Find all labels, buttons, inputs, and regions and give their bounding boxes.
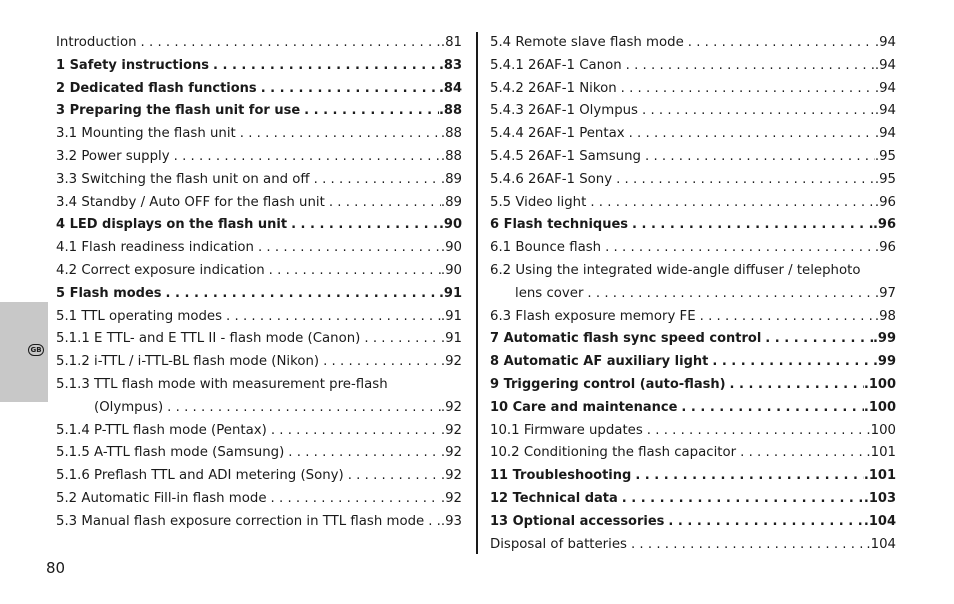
- toc-entry-title: lens cover: [515, 285, 584, 301]
- toc-leader-dots: [632, 214, 873, 237]
- toc-leader-dots: [730, 374, 864, 397]
- toc-entry-title: 5.4.1 26AF-1 Canon: [490, 57, 622, 73]
- toc-entry-title: 9 Triggering control (auto-flash): [490, 376, 726, 392]
- toc-entry-title: 5.4.4 26AF-1 Pentax: [490, 126, 625, 142]
- toc-entry-title: 5.5 Video light: [490, 194, 587, 210]
- toc-entry[interactable]: [56, 306, 462, 329]
- toc-entry-page: .92: [440, 399, 462, 415]
- toc-entry-page: .99: [872, 331, 896, 347]
- toc-leader-dots: [240, 123, 441, 146]
- toc-entry-title: 2 Dedicated flash functions: [56, 80, 257, 96]
- toc-entry-page: .83: [438, 57, 462, 73]
- toc-entry-page: .100: [863, 376, 896, 392]
- toc-entry[interactable]: [56, 374, 462, 397]
- toc-entry-title: 5.1.1 E TTL- and E TTL II - flash mode (Canon): [56, 331, 361, 347]
- toc-entry[interactable]: [490, 123, 896, 146]
- toc-leader-dots: [288, 442, 441, 465]
- toc-entry-page: .100: [863, 399, 896, 415]
- toc-entry[interactable]: [56, 511, 462, 534]
- toc-entry-page: .89: [440, 171, 462, 187]
- toc-entry[interactable]: [490, 488, 896, 511]
- toc-leader-dots: [629, 123, 875, 146]
- toc-leader-dots: [348, 465, 441, 488]
- toc-entry-page: .91: [438, 285, 462, 301]
- toc-entry-page: .92: [440, 445, 462, 461]
- toc-entry[interactable]: [490, 306, 896, 329]
- toc-entry-title: 5.1.2 i-TTL / i-TTL-BL flash mode (Nikon): [56, 354, 320, 370]
- toc-entry-page: .81: [440, 35, 462, 50]
- toc-entry[interactable]: [56, 55, 462, 78]
- toc-entry[interactable]: [56, 283, 462, 306]
- toc-entry-title: 6 Flash techniques: [490, 217, 629, 233]
- toc-entry[interactable]: [490, 511, 896, 534]
- column-divider: [476, 32, 478, 554]
- toc-entry-title: 10.2 Conditioning the flash capacitor: [490, 445, 737, 461]
- toc-entry-title: 6.3 Flash exposure memory FE: [490, 308, 696, 324]
- toc-entry[interactable]: [56, 465, 462, 488]
- toc-entry-title: 10.1 Firmware updates: [490, 422, 643, 438]
- toc-entry-page: .89: [440, 194, 462, 210]
- toc-leader-dots: [291, 214, 439, 237]
- toc-entry-title: 4 LED displays on the flash unit: [56, 217, 288, 233]
- toc-entry-page: .100: [866, 422, 896, 438]
- toc-entry-page: .88: [440, 148, 462, 164]
- toc-entry-title: Disposal of batteries: [490, 536, 627, 552]
- toc-entry[interactable]: [490, 328, 896, 351]
- toc-entry[interactable]: [490, 260, 896, 283]
- toc-entry[interactable]: [490, 78, 896, 101]
- toc-entry-title: 8 Automatic AF auxiliary light: [490, 354, 709, 370]
- toc-entry-title: 5.4.2 26AF-1 Nikon: [490, 80, 617, 96]
- toc-entry[interactable]: [490, 55, 896, 78]
- toc-entry[interactable]: [56, 351, 462, 374]
- toc-leader-dots: [269, 260, 441, 283]
- toc-entry-title: 5.4 Remote slave flash mode: [490, 35, 684, 50]
- toc-entry-page: .97: [874, 285, 896, 301]
- toc-leader-dots: [626, 55, 875, 78]
- toc-entry[interactable]: [490, 397, 896, 420]
- toc-leader-dots: [314, 169, 441, 192]
- toc-entry[interactable]: [56, 328, 462, 351]
- toc-leader-dots: [700, 306, 875, 329]
- toc-entry-title: 12 Technical data: [490, 490, 618, 506]
- toc-entry-title: 5.4.6 26AF-1 Sony: [490, 171, 613, 187]
- toc-entry-title: 3.3 Switching the flash unit on and off: [56, 171, 310, 187]
- toc-entry[interactable]: [56, 488, 462, 511]
- toc-leader-dots: [428, 511, 441, 534]
- toc-entry-page: .101: [863, 468, 896, 484]
- toc-entry[interactable]: [490, 283, 896, 306]
- toc-entry-title: 5.1.4 P-TTL flash mode (Pentax): [56, 422, 267, 438]
- toc-entry[interactable]: [490, 534, 896, 557]
- toc-entry-page: .94: [874, 126, 896, 142]
- toc-leader-dots: [712, 351, 873, 374]
- toc-entry[interactable]: [56, 260, 462, 283]
- toc-entry[interactable]: [56, 123, 462, 146]
- toc-entry-page: .84: [438, 80, 462, 96]
- toc-entry[interactable]: [490, 192, 896, 215]
- toc-leader-dots: [213, 55, 439, 78]
- toc-entry[interactable]: [56, 420, 462, 443]
- toc-entry[interactable]: [56, 397, 462, 420]
- toc-leader-dots: [271, 488, 441, 511]
- toc-entry[interactable]: [490, 351, 896, 374]
- toc-entry-title: 3.4 Standby / Auto OFF for the flash unit: [56, 194, 325, 210]
- toc-entry-title: 10 Care and maintenance: [490, 399, 678, 415]
- page-number: 80: [46, 559, 66, 577]
- toc-leader-dots: [590, 192, 875, 215]
- toc-leader-dots: [587, 283, 874, 306]
- toc-leader-dots: [621, 78, 875, 101]
- toc-leader-dots: [226, 306, 441, 329]
- toc-entry-page: .88: [438, 103, 462, 119]
- toc-leader-dots: [765, 328, 873, 351]
- toc-entry-title: 5.4.3 26AF-1 Olympus: [490, 103, 638, 119]
- toc-entry-page: .90: [438, 217, 462, 233]
- toc-entry-title: 3 Preparing the flash unit for use: [56, 103, 301, 119]
- toc-entry[interactable]: [490, 374, 896, 397]
- toc-entry[interactable]: [56, 146, 462, 169]
- toc-entry-title: 5.1.3 TTL flash mode with measurement pre-flash: [56, 376, 388, 392]
- toc-entry-title: 5 Flash modes: [56, 285, 162, 301]
- toc-entry-page: .104: [866, 536, 896, 552]
- toc-entry-page: .92: [440, 490, 462, 506]
- toc-leader-dots: [271, 420, 441, 443]
- toc-leader-dots: [261, 78, 439, 101]
- toc-entry-page: .93: [440, 513, 462, 529]
- toc-right-column: [490, 32, 896, 556]
- toc-entry-page: .92: [440, 468, 462, 484]
- toc-leader-dots: [323, 351, 441, 374]
- toc-leader-dots: [645, 146, 875, 169]
- toc-entry-title: 13 Optional accessories: [490, 513, 665, 529]
- toc-entry-page: .94: [874, 103, 896, 119]
- toc-entry-page: .91: [440, 331, 462, 347]
- toc-entry-title: 7 Automatic flash sync speed control: [490, 331, 762, 347]
- toc-leader-dots: [364, 328, 440, 351]
- toc-entry-title: 4.1 Flash readiness indication: [56, 240, 254, 256]
- toc-entry-page: .91: [440, 308, 462, 324]
- toc-leader-dots: [141, 32, 441, 55]
- toc-entry-page: .92: [440, 354, 462, 370]
- toc-entry-title: 5.3 Manual flash exposure correction in TTL flash mode: [56, 513, 425, 529]
- toc-entry[interactable]: [490, 32, 896, 55]
- toc-entry-title: 5.2 Automatic Fill-in flash mode: [56, 490, 267, 506]
- toc-entry-page: .94: [874, 80, 896, 96]
- toc-entry-title: Introduction: [56, 35, 137, 50]
- toc-entry-title: (Olympus): [94, 399, 164, 415]
- toc-entry-title: 5.4.5 26AF-1 Samsung: [490, 148, 641, 164]
- toc-leader-dots: [740, 442, 866, 465]
- toc-entry-page: .94: [874, 35, 896, 50]
- toc-entry-title: 3.2 Power supply: [56, 148, 170, 164]
- toc-entry-title: 4.2 Correct exposure indication: [56, 262, 265, 278]
- toc-entry-page: .94: [874, 57, 896, 73]
- toc-entry-page: .96: [874, 240, 896, 256]
- toc-entry-page: .104: [863, 513, 896, 529]
- toc-leader-dots: [605, 237, 875, 260]
- toc-leader-dots: [174, 146, 441, 169]
- toc-leader-dots: [635, 465, 864, 488]
- toc-entry[interactable]: [490, 100, 896, 123]
- toc-entry[interactable]: [490, 442, 896, 465]
- toc-entry[interactable]: [490, 420, 896, 443]
- toc-leader-dots: [668, 511, 864, 534]
- toc-entry-page: .103: [863, 490, 896, 506]
- toc-leader-dots: [647, 420, 867, 443]
- toc-entry[interactable]: [490, 465, 896, 488]
- toc-leader-dots: [258, 237, 441, 260]
- toc-entry-page: .95: [874, 148, 896, 164]
- toc-leader-dots: [329, 192, 441, 215]
- toc-leader-dots: [167, 397, 441, 420]
- toc-entry-title: 1 Safety instructions: [56, 57, 210, 73]
- toc-entry[interactable]: [490, 146, 896, 169]
- toc-leader-dots: [642, 100, 875, 123]
- toc-entry-page: .99: [872, 354, 896, 370]
- toc-entry-title: 3.1 Mounting the flash unit: [56, 126, 236, 142]
- toc-entry-title: 6.2 Using the integrated wide-angle diffuser / telephoto: [490, 262, 861, 278]
- toc-entry-page: .95: [874, 171, 896, 187]
- toc-entry-page: .96: [872, 217, 896, 233]
- toc-entry[interactable]: [490, 169, 896, 192]
- language-badge: GB: [28, 344, 44, 356]
- toc-entry-title: 6.1 Bounce flash: [490, 240, 602, 256]
- toc-entry-page: .90: [440, 240, 462, 256]
- toc-left-column: [56, 32, 462, 534]
- toc-entry[interactable]: [56, 169, 462, 192]
- toc-entry[interactable]: [56, 192, 462, 215]
- toc-leader-dots: [616, 169, 875, 192]
- toc-entry-title: 5.1.6 Preflash TTL and ADI metering (Sony): [56, 468, 344, 484]
- toc-leader-dots: [622, 488, 864, 511]
- toc-entry-title: 11 Troubleshooting: [490, 468, 632, 484]
- toc-leader-dots: [681, 397, 864, 420]
- toc-leader-dots: [688, 32, 875, 55]
- toc-entry-page: .101: [866, 445, 896, 461]
- toc-entry[interactable]: [56, 78, 462, 101]
- toc-entry-page: .98: [874, 308, 896, 324]
- toc-leader-dots: [304, 100, 439, 123]
- toc-leader-dots: [166, 283, 439, 306]
- toc-entry-page: .88: [440, 126, 462, 142]
- toc-entry[interactable]: [56, 442, 462, 465]
- toc-entry[interactable]: [56, 32, 462, 55]
- toc-entry-page: .92: [440, 422, 462, 438]
- toc-entry[interactable]: [490, 237, 896, 260]
- toc-entry-title: 5.1.5 A-TTL flash mode (Samsung): [56, 445, 285, 461]
- toc-entry-page: .90: [440, 262, 462, 278]
- toc-entry[interactable]: [56, 237, 462, 260]
- toc-entry-title: 5.1 TTL operating modes: [56, 308, 223, 324]
- toc-entry-page: .96: [874, 194, 896, 210]
- toc-entry[interactable]: [56, 214, 462, 237]
- toc-entry[interactable]: [490, 214, 896, 237]
- toc-leader-dots: [631, 534, 866, 557]
- toc-entry[interactable]: [56, 100, 462, 123]
